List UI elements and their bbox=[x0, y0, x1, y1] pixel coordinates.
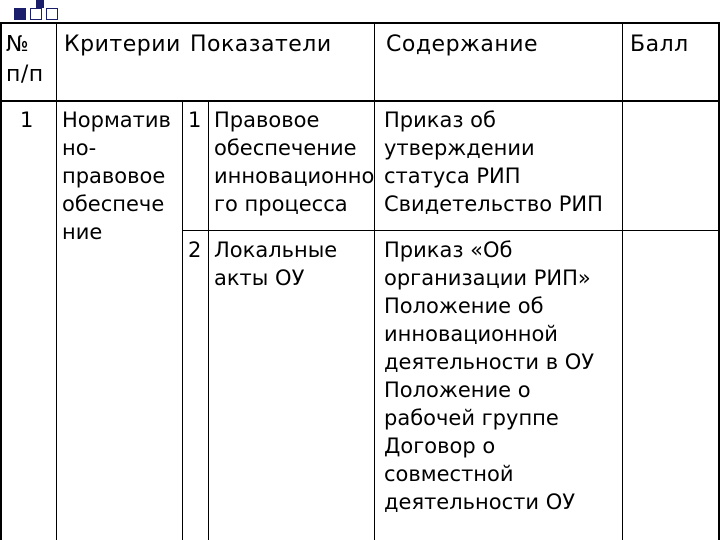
indicator-text: Локальные акты ОУ bbox=[214, 238, 338, 290]
col-divider-criteria bbox=[182, 100, 183, 540]
subrow-divider bbox=[182, 230, 720, 231]
header-criteria: Критерии bbox=[64, 32, 181, 57]
col-divider-index bbox=[208, 100, 209, 540]
row-number: 1 bbox=[20, 108, 34, 132]
indicator-text: Правовое обеспечение инновационно го процесса bbox=[214, 108, 375, 216]
content-text: Приказ об утверждении статуса РИП Свидетельство РИП bbox=[384, 108, 603, 216]
indicator-index: 1 bbox=[188, 108, 202, 132]
header-divider bbox=[0, 100, 720, 102]
indicator-index: 2 bbox=[188, 238, 202, 262]
col-divider-no bbox=[56, 22, 57, 540]
col-divider-content bbox=[622, 22, 623, 540]
table-border-left bbox=[0, 22, 2, 540]
table-border-top bbox=[0, 22, 720, 24]
header-number: № п/п bbox=[6, 32, 44, 87]
criterion-text: Норматив но- правовое обеспече ние bbox=[62, 108, 171, 244]
header-score: Балл bbox=[630, 32, 689, 57]
header-content: Содержание bbox=[386, 32, 539, 57]
content-text: Приказ «Об организации РИП» Положение об инновационной деятельности в ОУ Положение о рабочей группе Договор о совместной деятельности ОУ bbox=[384, 238, 595, 514]
header-indicators: Показатели bbox=[190, 32, 332, 57]
col-divider-indicators bbox=[374, 22, 375, 540]
